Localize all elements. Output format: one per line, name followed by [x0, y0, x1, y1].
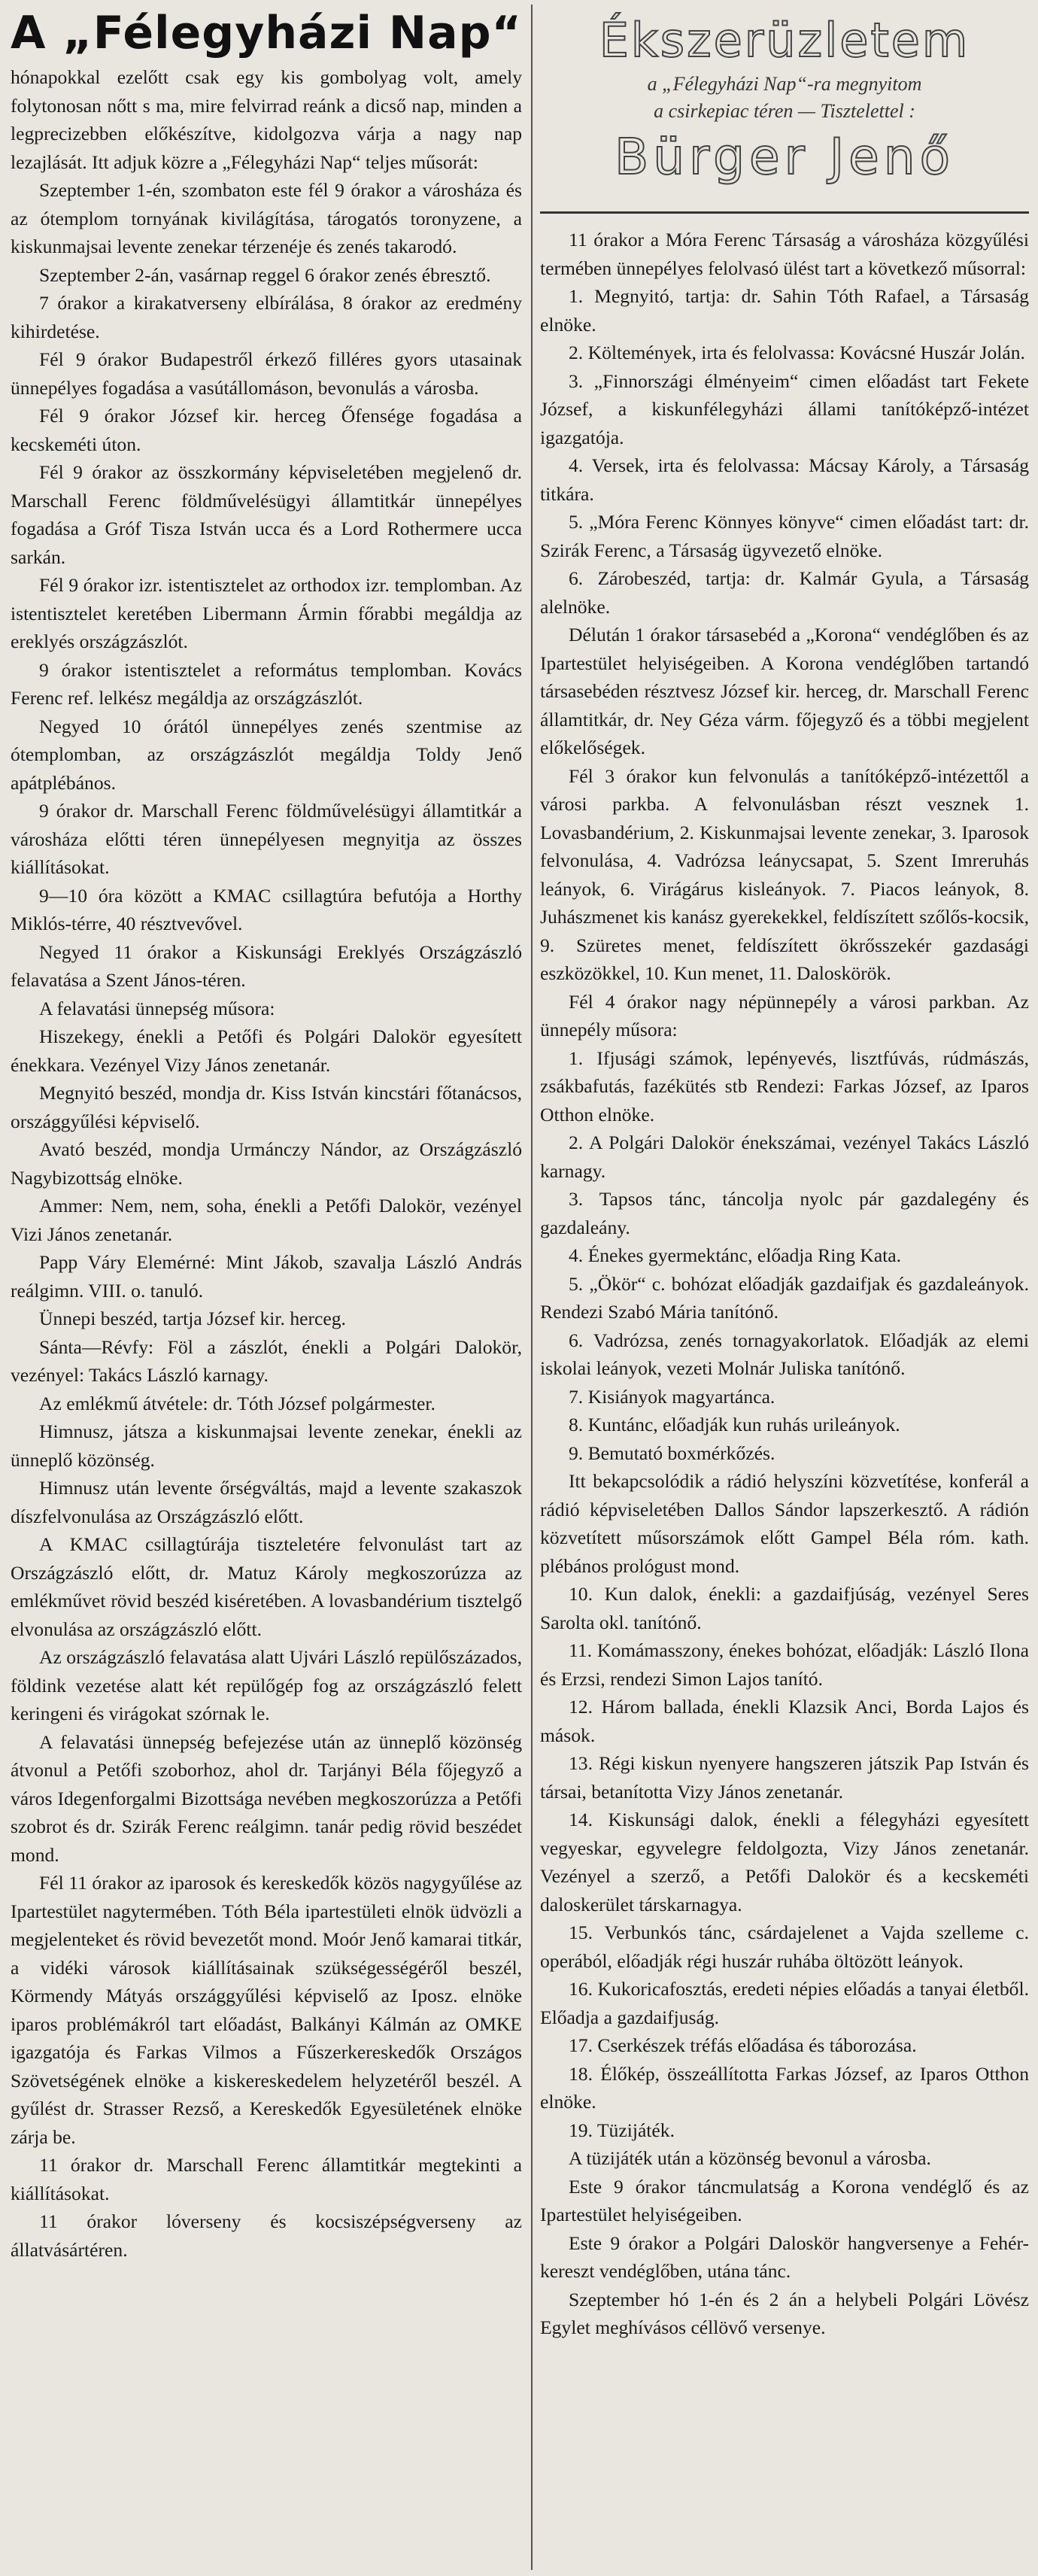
ad-advertiser-name: Bürger Jenő: [615, 128, 955, 186]
article-paragraph: Szeptember 2-án, vasárnap reggel 6 órakor zenés ébresztő.: [39, 263, 491, 286]
article-paragraph: Az országzászló felavatása alatt Ujvári László repülőszázados, földink vezetése alatt két repülőgép fog az országzászló felett keringeni és virágokat szórnak le.: [11, 1646, 522, 1724]
article-paragraph: 3. „Finnországi élményeim“ cimen előadást tart Fekete József, a kiskunfélegyházi állami tanítóképző-intézet igazgatója.: [540, 369, 1029, 448]
article-paragraph: 1. Ifjusági számok, lepényevés, lisztfúvás, rúdmászás, zsákbafutás, fazékütés stb Rendezi: Farkas József, az Iparos Otthon elnöke.: [540, 1046, 1029, 1125]
article-paragraph: Avató beszéd, mondja Urmánczy Nándor, az Országzászló Nagybizottság elnöke.: [11, 1138, 522, 1189]
article-paragraph: 11 órakor a Móra Ferenc Társaság a városháza közgyűlési termében ünnepélyes felolvasó ülést tart a következő műsorral:: [540, 229, 1029, 279]
article-paragraph: 2. A Polgári Dalokör énekszámai, vezényel Takács László karnagy.: [540, 1132, 1029, 1182]
article-paragraph: Fél 9 órakor Budapestről érkező filléres gyors utasainak ünnepélyes fogadása a vasútállomáson, bevonulás a városba.: [11, 348, 522, 399]
article-paragraph: A tüzijáték után a közönség bevonul a városba.: [569, 2147, 931, 2169]
article-paragraph: Este 9 órakor táncmulatság a Korona vendéglő és az Ipartestület helyiségeiben.: [540, 2175, 1029, 2225]
article-paragraph: 1. Megnyitó, tartja: dr. Sahin Tóth Rafael, a Társaság elnöke.: [540, 285, 1029, 336]
article-paragraph: 16. Kukoricafosztás, eredeti népies előadás a tanyai életből. Előadja a gazdaifjuság.: [540, 1978, 1029, 2028]
article-paragraph: Ammer: Nem, nem, soha, énekli a Petőfi Dalokör, vezényel Vizi János zenetanár.: [11, 1195, 522, 1245]
article-paragraph: 14. Kiskunsági dalok, énekli a félegyházi egyesített vegyeskar, egyvelegre feldolgozta, Vizy János zenetanár. Vezényel a szerző, a Petőfi Dalokör és a kecskeméti daloskerület társkarnagya.: [540, 1809, 1029, 1915]
article-paragraph: 9. Bemutató boxmérkőzés.: [569, 1441, 775, 1464]
column-divider: [531, 5, 533, 2570]
article-paragraph: Negyed 10 órától ünnepélyes zenés szentmise az ótemplomban, az országzászlót megáldja Toldy Jenő apátplébános.: [11, 715, 522, 794]
ad-line-1: a „Félegyházi Nap“-ra megnyitom: [647, 73, 922, 95]
article-paragraph: 5. „Móra Ferenc Könnyes könyve“ cimen előadást tart: dr. Szirák Ferenc, a Társaság ügyvezető elnöke.: [540, 511, 1029, 561]
article-paragraph: Sánta—Révfy: Föl a zászlót, énekli a Polgári Dalokör, vezényel: Takács László karnagy.: [11, 1335, 522, 1386]
article-paragraph: 4. Énekes gyermektánc, előadja Ring Kata.: [569, 1244, 902, 1266]
article-paragraph: Negyed 11 órakor a Kiskunsági Ereklyés Országzászló felavatása a Szent János-téren.: [11, 940, 522, 991]
article-paragraph: 7 órakor a kirakatverseny elbírálása, 8 órakor az eredmény kihirdetése.: [11, 292, 522, 342]
article-paragraph: Ünnepi beszéd, tartja József kir. herceg.: [39, 1308, 346, 1329]
article-paragraph: Délután 1 órakor társasebéd a „Korona“ vendéglőben és az Ipartestület helyiségeiben. A Korona vendéglőben tartandó társasebéden résztvesz József kir. herceg, dr. Marschall Ferenc államtitkár, dr. Ney Géza várm. főjegyző és a többi megjelent előkelőségek.: [540, 624, 1029, 758]
article-paragraph: 19. Tüzijáték.: [569, 2119, 675, 2141]
article-paragraph: 7. Kisiányok magyartánca.: [569, 1385, 775, 1408]
article-paragraph: Megnyitó beszéd, mondja dr. Kiss István kincstári főtanácsos, országgyűlési képviselő.: [11, 1082, 522, 1132]
article-paragraph: Fél 3 órakor kun felvonulás a tanítóképző-intézettől a városi parkba. A felvonulásban részt vesznek 1. Lovasbandérium, 2. Kiskunmajsai levente zenekar, 3. Iparosok felvonulása, 4. Vadrózsa leánycsapat, 5. Szent Imreruhás leányok, 6. Virágárus kisleányok. 7. Piacos leányok, 8. Juhászmenet kis kanász gyerekekkel, feldíszített szőlős-kocsik, 9. Szüretes menet, feldíszített ökrősszekér gazdasági eszközökkel, 10. Kun menet, 11. Daloskörök.: [540, 764, 1029, 984]
article-paragraph: Az emlékmű átvétele: dr. Tóth József polgármester.: [39, 1392, 436, 1414]
article-paragraph: 5. „Ökör“ c. bohózat előadják gazdaifjak és gazdaleányok. Rendezi Szabó Mária tanítónő.: [540, 1272, 1029, 1323]
article-paragraph: Himnusz, játsza a kiskunmajsai levente zenekar, énekli az ünneplő közönség.: [11, 1420, 522, 1471]
article-paragraph: 11 órakor lóverseny és kocsiszépségverseny az állatvásártéren.: [11, 2210, 522, 2261]
article-paragraph: hónapokkal ezelőtt csak egy kis gombolyag volt, amely folytonosan nőtt s ma, mire felvirrad reánk a dicső nap, minden a legprecizebben előkészítve, kidolgozva várja a nagy nap lezajlását. Itt adjuk közre a „Félegyházi Nap“ teljes műsorát:: [11, 66, 522, 173]
article-paragraph: A KMAC csillagtúrája tiszteletére felvonulást tart az Országzászló előtt, dr. Matuz Károly megkoszorúzza az emlékművet rövid beszéd kiséretében. A lovasbandérium tisztelgő elvonulása az országzászló előtt.: [11, 1533, 522, 1640]
right-article-body: [540, 226, 1029, 2342]
article-paragraph: A felavatási ünnepség befejezése után az ünneplő közönség átvonul a Petőfi szoborhoz, ahol dr. Tarjányi Béla főjegyző a város Idegenforgalmi Bizottsága nevében megkoszorúzza a Petőfi szobrot és dr. Szirák Ferenc reálgimn. tanár pedig rövid beszédet mond.: [11, 1730, 522, 1866]
left-article-body: [11, 63, 522, 2264]
article-paragraph: Fél 4 órakor nagy népünnepély a városi parkban. Az ünnepély műsora:: [540, 990, 1029, 1040]
article-paragraph: 13. Régi kiskun nyenyere hangszeren játszik Pap István és társai, betanította Vizy János zenetanár.: [540, 1752, 1029, 1803]
article-paragraph: Fél 9 órakor az összkormány képviseletében megjelenő dr. Marschall Ferenc földművelésügyi államtitkár ünnepélyes fogadása a Gróf Tisza István ucca és a Lord Rothermere ucca sarkán.: [11, 461, 522, 568]
article-paragraph: 2. Költemények, irta és felolvassa: Kovácsné Huszár Jolán.: [569, 342, 1025, 363]
ad-line-2: a csirkepiac téren — Tisztelettel :: [654, 100, 915, 122]
article-paragraph: Szeptember hó 1-én és 2 án a helybeli Polgári Lövész Egylet meghívásos céllövő versenye.: [540, 2288, 1029, 2338]
article-paragraph: 4. Versek, irta és felolvassa: Mácsay Károly, a Társaság titkára.: [540, 454, 1029, 505]
article-paragraph: Fél 9 órakor József kir. herceg Őfensége fogadása a kecskeméti úton.: [11, 405, 522, 455]
article-paragraph: 3. Tapsos tánc, táncolja nyolc pár gazdalegény és gazdaleány.: [540, 1188, 1029, 1238]
article-paragraph: A felavatási ünnepség műsora:: [39, 997, 275, 1019]
article-title: A „Félegyházi Nap“: [11, 7, 522, 59]
article-paragraph: 9—10 óra között a KMAC csillagtúra befutója a Horthy Miklós-térre, 40 résztvevővel.: [11, 884, 522, 934]
article-paragraph: Este 9 órakor a Polgári Daloskör hangversenye a Fehér-kereszt vendéglőben, utána tánc.: [540, 2231, 1029, 2282]
article-paragraph: 9 órakor dr. Marschall Ferenc földművelésügyi államtitkár a városháza előtti téren ünnepélyesen megnyitja az összes kiállításokat.: [11, 800, 522, 878]
article-paragraph: 12. Három ballada, énekli Klazsik Anci, Borda Lajos és mások.: [540, 1696, 1029, 1746]
left-column: [11, 5, 522, 2264]
article-paragraph: Papp Váry Elemérné: Mint Jákob, szavalja László András reálgimn. VIII. o. tanuló.: [11, 1251, 522, 1302]
article-paragraph: Hiszekegy, énekli a Petőfi és Polgári Dalokör egyesített énekkara. Vezényel Vizy János zenetanár.: [11, 1025, 522, 1076]
article-paragraph: 11 órakor dr. Marschall Ferenc államtitkár megtekinti a kiállításokat.: [11, 2154, 522, 2204]
article-paragraph: Itt bekapcsolódik a rádió helyszíni közvetítése, konferál a rádió képviseletében Dallos Sándor lapszerkesztő. A rádión közvetített műsorszámok előtt Gampel Béla róm. kath. plébános prológust mond.: [540, 1470, 1029, 1577]
article-paragraph: 18. Élőkép, összeállította Farkas József, az Iparos Otthon elnöke.: [540, 2062, 1029, 2113]
article-paragraph: Himnusz után levente őrségváltás, majd a levente szakaszok díszfelvonulása az Országzászló előtt.: [11, 1477, 522, 1527]
article-paragraph: Fél 9 órakor izr. istentisztelet az orthodox izr. templomban. Az istentisztelet keretében Libermann Ármin főrabbi megáldja az ereklyés országzászlót.: [11, 574, 522, 652]
article-paragraph: 6. Zárobeszéd, tartja: dr. Kalmár Gyula, a Társaság alelnöke.: [540, 567, 1029, 618]
right-column: [540, 226, 1029, 2342]
article-paragraph: 9 órakor istentisztelet a református templomban. Kovács Ferenc ref. lelkész megáldja az országzászlót.: [11, 658, 522, 709]
article-paragraph: 15. Verbunkós tánc, csárdajelenet a Vajda szelleme c. operából, előadják régi huszár ruhába öltözött leányok.: [540, 1921, 1029, 1972]
article-paragraph: 11. Komámasszony, énekes bohózat, előadják: László Ilona és Erzsi, rendezi Simon Lajos tanító.: [540, 1639, 1029, 1690]
article-paragraph: 6. Vadrózsa, zenés tornagyakorlatok. Előadják az elemi iskolai leányok, vezeti Molnár Juliska tanítónő.: [540, 1329, 1029, 1379]
article-paragraph: 8. Kuntánc, előadják kun ruhás urileányok.: [569, 1414, 900, 1435]
article-paragraph: 17. Cserkészek tréfás előadása és táborozása.: [569, 2034, 917, 2056]
article-paragraph: Szeptember 1-én, szombaton este fél 9 órakor a városháza és az ótemplom tornyának kivilágítása, tárogatós toronyzene, a kiskunmajsai levente zenekar térzenéje és zenés takarodó.: [11, 179, 522, 257]
article-paragraph: Fél 11 órakor az iparosok és kereskedők közös nagygyűlése az Ipartestület nagytermében. Tóth Béla ipartestületi elnök üdvözli a megjelenteket és rövid bevezetőt mond. Moór Jenő kamarai titkár, a vidéki városok kiállításainak szükségességéről beszél, Körmendy Mátyás országgyűlési képviselő az Iposz. elnöke iparos problémákról tart előadást, Balkányi Kálmán az OMKE igazgatója és Farkas Vilmos a Fűszerkereskedők Országos Szövetségének elnöke a kiskereskedelem helyzetéről beszél. A gyűlést dr. Strasser Rezső, a Kereskedők Egyesületének elnöke zárja be.: [11, 1872, 522, 2148]
advertisement: [540, 6, 1029, 214]
ad-heading: Ékszerüzletem: [599, 13, 970, 68]
article-paragraph: 10. Kun dalok, énekli: a gazdaifjúság, vezényel Seres Sarolta okl. tanítónő.: [540, 1583, 1029, 1633]
